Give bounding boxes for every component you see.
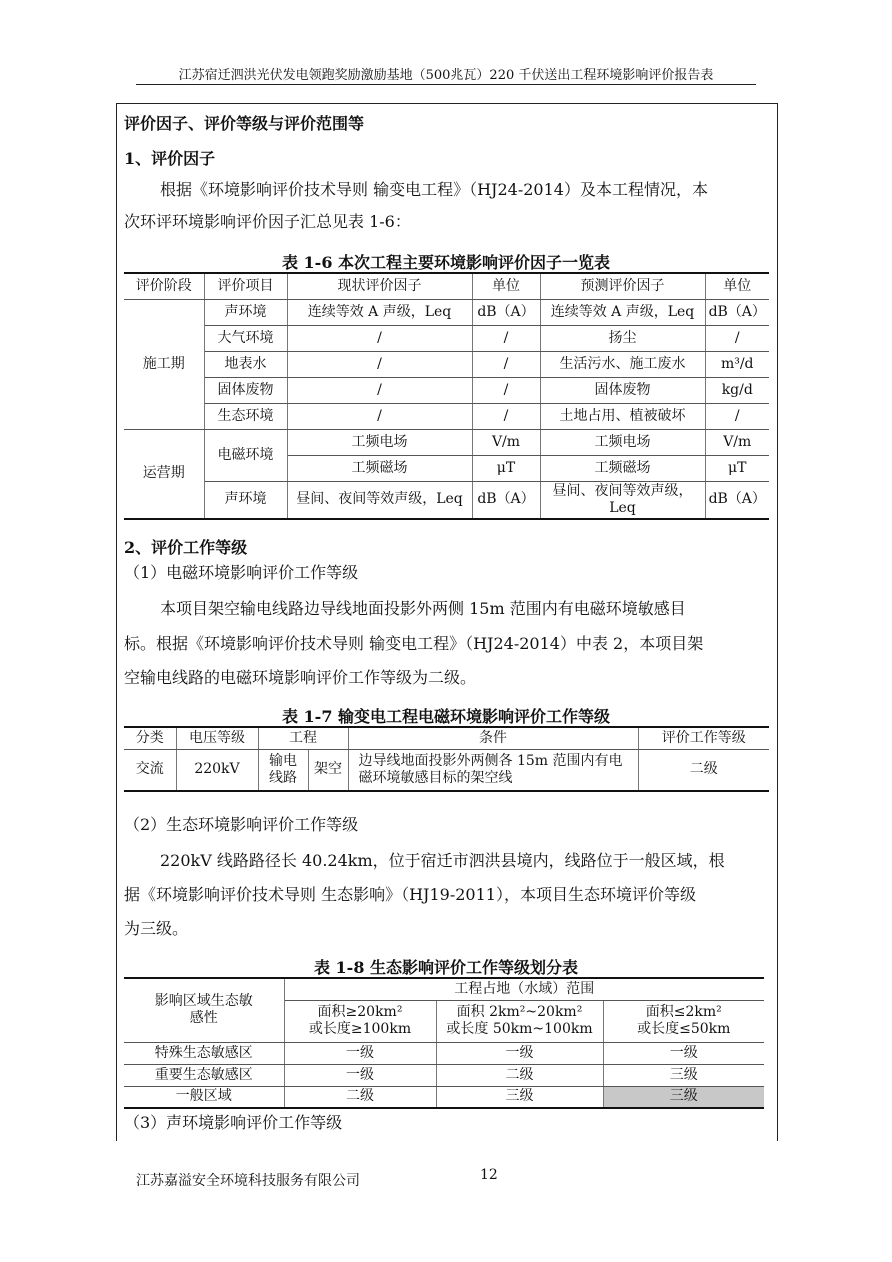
- footer-company: 江苏嘉溢安全环境科技服务有限公司: [136, 1173, 360, 1189]
- table-1-7: [124, 726, 769, 792]
- table-cell: 工频磁场: [540, 455, 705, 481]
- stage-cell: 施工期: [124, 299, 204, 429]
- table-cell: 连续等效 A 声级，Leq: [540, 299, 705, 325]
- col-subheader: [603, 1000, 764, 1042]
- col-header: 评价工作等级: [638, 727, 769, 749]
- table-row: [124, 481, 769, 519]
- table-cell: 生态环境: [204, 403, 287, 429]
- table-1-7-caption: 表 1-7 输变电工程电磁环境影响评价工作等级: [281, 707, 611, 726]
- s2-para-line6: 为三级。: [124, 919, 189, 938]
- table-cell: 重要生态敏感区: [124, 1064, 284, 1086]
- subheader-line: 面积≥20km²: [317, 1004, 403, 1020]
- s1-title: 1、评价因子: [124, 149, 216, 168]
- subheader-line: 面积≤2km²: [645, 1004, 722, 1020]
- table-cell: dB（A）: [472, 299, 540, 325]
- table-cell: 固体废物: [204, 377, 287, 403]
- col-header: 工程: [258, 727, 348, 749]
- table-1-6-header-row: [124, 273, 769, 299]
- table-cell: 扬尘: [540, 325, 705, 351]
- page-number: 12: [480, 1167, 498, 1183]
- table-cell: kg/d: [705, 377, 769, 403]
- table-row: [124, 1086, 764, 1108]
- table-row: [124, 351, 769, 377]
- s2-para-line1: 本项目架空输电线路边导线地面投影外两侧 15m 范围内有电磁环境敏感目: [160, 599, 686, 618]
- col-header: 影响区域生态敏感性: [124, 978, 284, 1042]
- col-header: 现状评价因子: [287, 273, 472, 299]
- table-row: [124, 403, 769, 429]
- table-cell: 220kV: [176, 749, 258, 791]
- col-header: 评价阶段: [124, 273, 204, 299]
- table-cell: V/m: [705, 429, 769, 455]
- table-row: [124, 1042, 764, 1064]
- table-1-8: [124, 977, 764, 1109]
- table-cell: 一级: [436, 1042, 603, 1064]
- table-cell: dB（A）: [705, 481, 769, 519]
- table-row: [124, 325, 769, 351]
- table-cell: dB（A）: [472, 481, 540, 519]
- s2-subheading-1: （1）电磁环境影响评价工作等级: [124, 563, 359, 582]
- subheader-line: 或长度 50km~100km: [446, 1021, 593, 1037]
- table-cell: /: [287, 325, 472, 351]
- table-1-7-header-row: [124, 727, 769, 749]
- table-cell: V/m: [472, 429, 540, 455]
- table-cell: /: [472, 403, 540, 429]
- col-group-header: 工程占地（水域）范围: [284, 978, 764, 1000]
- table-row: [124, 749, 769, 791]
- table-cell: 一级: [284, 1042, 436, 1064]
- table-cell: 二级: [284, 1086, 436, 1108]
- s2-subheading-3: （3）声环境影响评价工作等级: [124, 1113, 343, 1132]
- table-cell: m³/d: [705, 351, 769, 377]
- table-cell: /: [287, 403, 472, 429]
- table-cell: 三级: [436, 1086, 603, 1108]
- table-cell: /: [472, 325, 540, 351]
- subheader-line: 或长度≥100km: [308, 1021, 412, 1037]
- table-cell: 昼间、夜间等效声级，Leq: [540, 481, 705, 519]
- table-1-6-caption: 表 1-6 本次工程主要环境影响评价因子一览表: [281, 253, 611, 272]
- table-cell: /: [287, 377, 472, 403]
- table-cell: 特殊生态敏感区: [124, 1042, 284, 1064]
- col-header: 分类: [124, 727, 176, 749]
- table-row: [124, 429, 769, 455]
- table-cell: 声环境: [204, 481, 287, 519]
- col-header: 预测评价因子: [540, 273, 705, 299]
- table-cell: 一级: [603, 1042, 764, 1064]
- table-cell: 边导线地面投影外两侧各 15m 范围内有电磁环境敏感目标的架空线: [348, 749, 638, 791]
- table-cell: 二级: [436, 1064, 603, 1086]
- s2-para-line2: 标。根据《环境影响评价技术导则 输变电工程》（HJ24-2014）中表 2，本项目架: [124, 634, 704, 653]
- s2-para-line4: 220kV 线路路径长 40.24km，位于宿迁市泗洪县境内，线路位于一般区域，根: [160, 851, 725, 870]
- table-cell: /: [472, 377, 540, 403]
- s2-title: 2、评价工作等级: [124, 538, 248, 557]
- table-cell: 工频电场: [287, 429, 472, 455]
- table-1-6: [124, 272, 769, 520]
- table-cell: 土地占用、植被破坏: [540, 403, 705, 429]
- table-cell: 架空: [308, 749, 348, 791]
- stage-cell: 运营期: [124, 429, 204, 519]
- header-rule: [136, 84, 756, 85]
- col-subheader: [436, 1000, 603, 1042]
- table-cell: μT: [472, 455, 540, 481]
- table-cell: 三级: [603, 1064, 764, 1086]
- col-header: 电压等级: [176, 727, 258, 749]
- table-row: [124, 1064, 764, 1086]
- table-cell: /: [287, 351, 472, 377]
- table-row: [124, 299, 769, 325]
- table-cell: 二级: [638, 749, 769, 791]
- table-cell: 大气环境: [204, 325, 287, 351]
- s2-para-line3: 空输电线路的电磁环境影响评价工作等级为二级。: [124, 668, 477, 687]
- table-cell: 声环境: [204, 299, 287, 325]
- col-header: 单位: [472, 273, 540, 299]
- col-header: 单位: [705, 273, 769, 299]
- table-row: [124, 377, 769, 403]
- table-cell: 连续等效 A 声级，Leq: [287, 299, 472, 325]
- s1-para-line2: 次环评环境影响评价因子汇总见表 1-6：: [124, 212, 411, 231]
- table-1-8-group-row: [124, 978, 764, 1000]
- col-header: 评价项目: [204, 273, 287, 299]
- table-cell: 一级: [284, 1064, 436, 1086]
- table-cell: 固体废物: [540, 377, 705, 403]
- table-cell: 输电线路: [258, 749, 308, 791]
- table-cell: 昼间、夜间等效声级，Leq: [287, 481, 472, 519]
- highlighted-cell: 三级: [603, 1086, 764, 1108]
- table-cell: /: [705, 325, 769, 351]
- page-header: 江苏宿迁泗洪光伏发电领跑奖励激励基地（500兆瓦）220 千伏送出工程环境影响评价报告表: [178, 68, 714, 83]
- subheader-line: 或长度≤50km: [637, 1021, 731, 1037]
- table-cell: 一般区域: [124, 1086, 284, 1108]
- section-title: 评价因子、评价等级与评价范围等: [124, 114, 365, 133]
- table-cell: /: [705, 403, 769, 429]
- table-1-8-caption: 表 1-8 生态影响评价工作等级划分表: [313, 958, 579, 977]
- col-subheader: [284, 1000, 436, 1042]
- table-cell: μT: [705, 455, 769, 481]
- table-cell: 工频磁场: [287, 455, 472, 481]
- s1-para-line1: 根据《环境影响评价技术导则 输变电工程》（HJ24-2014）及本工程情况，本: [160, 180, 708, 199]
- table-cell: dB（A）: [705, 299, 769, 325]
- table-cell: 地表水: [204, 351, 287, 377]
- table-cell: 生活污水、施工废水: [540, 351, 705, 377]
- table-cell: 交流: [124, 749, 176, 791]
- s2-para-line5: 据《环境影响评价技术导则 生态影响》（HJ19-2011），本项目生态环境评价等级: [124, 885, 696, 904]
- subheader-line: 面积 2km²~20km²: [456, 1004, 583, 1020]
- col-header: 条件: [348, 727, 638, 749]
- table-cell: /: [472, 351, 540, 377]
- table-cell: 工频电场: [540, 429, 705, 455]
- table-cell: 电磁环境: [204, 429, 287, 481]
- s2-subheading-2: （2）生态环境影响评价工作等级: [124, 815, 359, 834]
